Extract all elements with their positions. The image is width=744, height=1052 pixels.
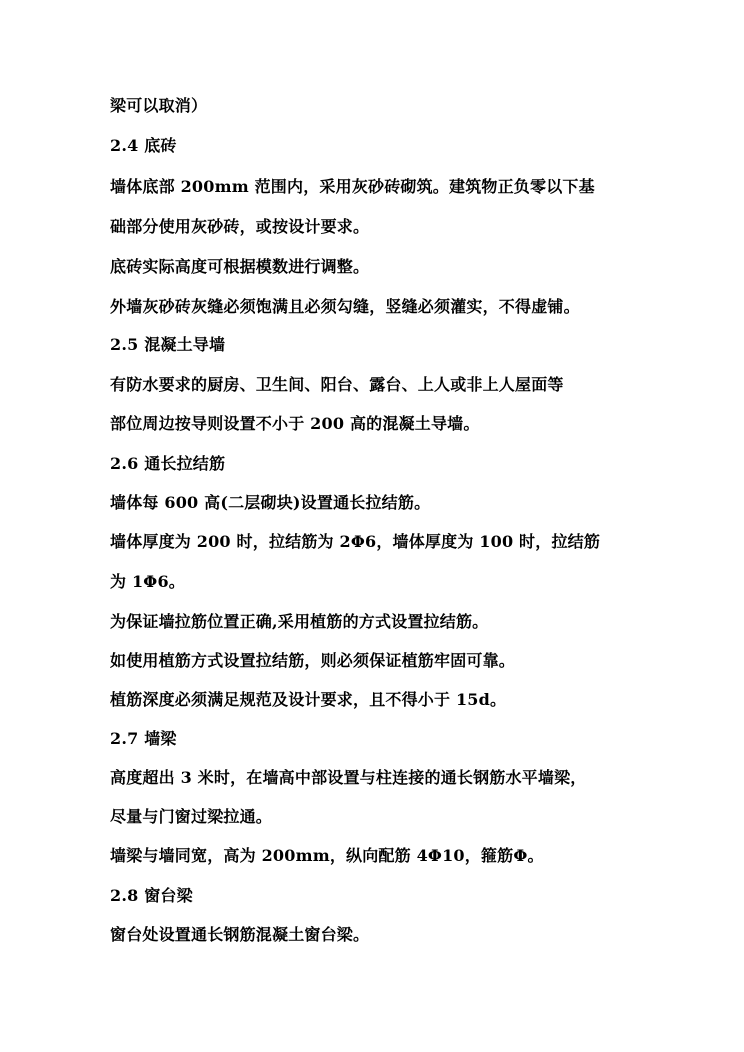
text-line: 墙体底部 200mm 范围内，采用灰砂砖砌筑。建筑物正负零以下基 bbox=[110, 177, 595, 196]
text-line: 为保证墙拉筋位置正确,采用植筋的方式设置拉结筋。 bbox=[110, 612, 489, 631]
section-heading-2-8: 2.8 窗台梁 bbox=[110, 886, 193, 905]
text-line: 高度超出 3 米时，在墙高中部设置与柱连接的通长钢筋水平墙梁， bbox=[110, 768, 587, 787]
section-heading-2-5: 2.5 混凝土导墙 bbox=[110, 335, 226, 354]
text-line: 植筋深度必须满足规范及设计要求，且不得小于 15d。 bbox=[110, 690, 507, 709]
text-line: 有防水要求的厨房、卫生间、阳台、露台、上人或非上人屋面等 bbox=[110, 375, 564, 394]
section-heading-2-7: 2.7 墙梁 bbox=[110, 729, 177, 748]
text-line: 墙体每 600 高(二层砌块)设置通长拉结筋。 bbox=[110, 493, 431, 512]
text-line: 为 1Φ6。 bbox=[110, 572, 185, 591]
section-heading-2-6: 2.6 通长拉结筋 bbox=[110, 454, 226, 473]
text-line: 部位周边按导则设置不小于 200 高的混凝土导墙。 bbox=[110, 414, 480, 433]
text-line: 墙梁与墙同宽，高为 200mm，纵向配筋 4Φ10，箍筋Φ。 bbox=[110, 846, 544, 865]
text-line: 梁可以取消） bbox=[110, 96, 208, 115]
text-line: 墙体厚度为 200 时，拉结筋为 2Φ6，墙体厚度为 100 时，拉结筋 bbox=[110, 532, 601, 551]
text-line: 外墙灰砂砖灰缝必须饱满且必须勾缝，竖缝必须灌实，不得虚铺。 bbox=[110, 297, 580, 316]
section-heading-2-4: 2.4 底砖 bbox=[110, 136, 177, 155]
text-line: 如使用植筋方式设置拉结筋，则必须保证植筋牢固可靠。 bbox=[110, 651, 516, 670]
text-line: 础部分使用灰砂砖，或按设计要求。 bbox=[110, 217, 370, 236]
text-line: 底砖实际高度可根据模数进行调整。 bbox=[110, 257, 370, 276]
text-line: 尽量与门窗过梁拉通。 bbox=[110, 807, 273, 826]
text-line: 窗台处设置通长钢筋混凝土窗台梁。 bbox=[110, 925, 370, 944]
